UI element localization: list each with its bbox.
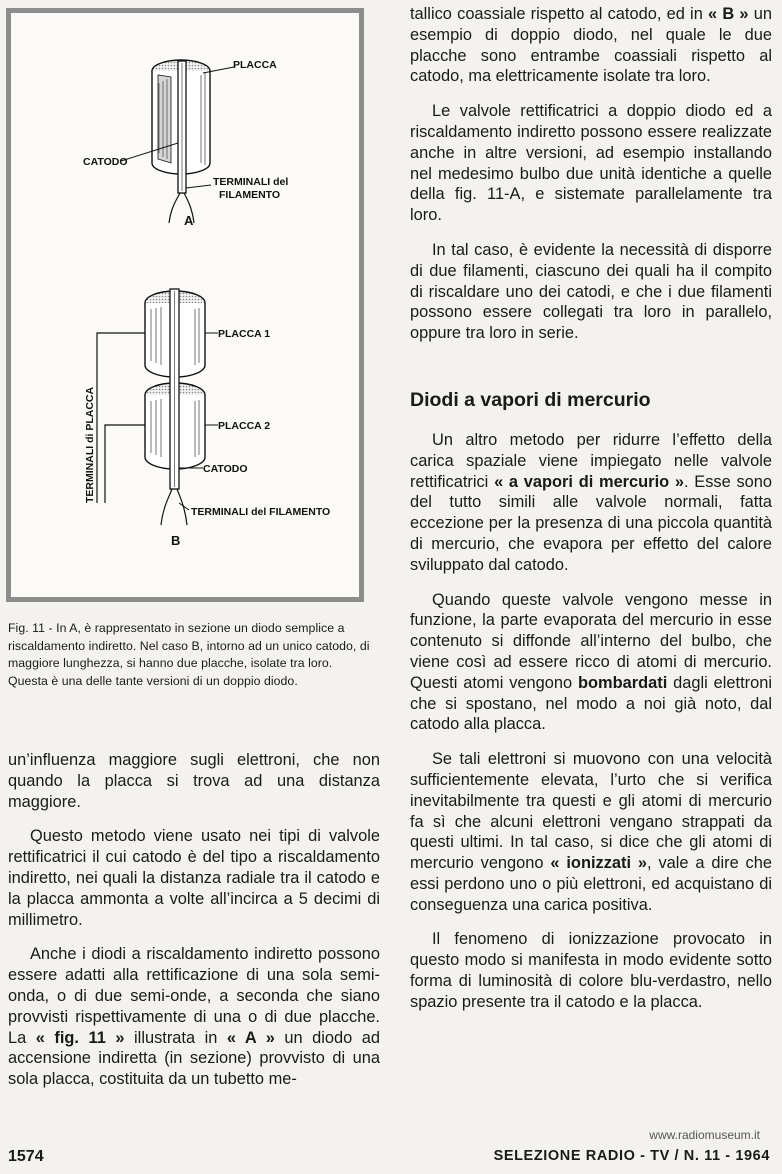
magazine-footer: SELEZIONE RADIO - TV / N. 11 - 1964 xyxy=(493,1148,770,1164)
right-paragraph-3: In tal caso, è evidente la necessità di disporre di due filamenti, ciascuno dei quali ha il compito di riscaldare uno dei catodi, e che i due filamenti possono essere collegati tra loro in parallelo, oppure tra loro in serie. xyxy=(410,240,772,343)
left-paragraph-1: un’influenza maggiore sugli elettroni, che non quando la placca si trova ad una distanza maggiore. xyxy=(8,751,380,811)
right-paragraph-2: Le valvole rettificatrici a doppio diodo ed a riscaldamento indiretto possono essere realizzate anche in altre versioni, ad esempio installando nel medesimo bulbo due unità identiche a quelle della fig. 11-A, e sistemate parallelamente tra loro. xyxy=(410,102,772,225)
a-terminali-label-1: TERMINALI del xyxy=(213,176,289,188)
a-catodo-label: CATODO xyxy=(83,156,128,168)
watermark: www.radiomuseum.it xyxy=(649,1128,760,1142)
b-terminali-filamento-label: TERMINALI del FILAMENTO xyxy=(191,506,331,518)
right-paragraph-1: tallico coassiale rispetto al catodo, ed in « B » un esempio di doppio diodo, nel quale le due placche sono entrambe coassiali rispetto al catodo, ma elettricamente isolate tra loro. xyxy=(410,5,772,86)
page-number: 1574 xyxy=(8,1148,44,1165)
a-terminali-label-2: FILAMENTO xyxy=(219,189,281,201)
diode-a xyxy=(83,59,288,228)
b-placca2-label: PLACCA 2 xyxy=(218,420,271,432)
section-heading: Diodi a vapori di mercurio xyxy=(410,388,651,411)
b-catodo-label: CATODO xyxy=(203,463,248,475)
a-placca-label: PLACCA xyxy=(233,59,277,71)
figure-caption: Fig. 11 - In A, è rappresentato in sezione un diodo semplice a riscaldamento indiretto. Nel caso B, intorno ad un unico catodo, di maggiore lunghezza, si hanno due placche, isolate tra loro. Questa è una delle tante versioni di un doppio diodo. xyxy=(8,621,370,688)
right-paragraph-6: Se tali elettroni si muovono con una velocità sufficientemente elevata, l’urto che si verifica inevitabilmente tra questi e gli atomi di mercurio fa sì che alcuni elettroni vengano strappati da questi ultimi. In tal caso, si dice che gli atomi di mercurio vengono « ionizzati », vale a dire che essi perdono uno o più elettroni, ed acquistano di conseguenza una carica positiva. xyxy=(410,750,772,914)
left-paragraph-3: Anche i diodi a riscaldamento indiretto possono essere adatti alla rettificazione di una sola semi-onda, o di due semi-onde, a seconda che siano provvisti rispettivamente di una o di due placche. La « fig. 11 » illustrata in « A » un diodo ad accensione indiretta (in sezione) provvisto di una sola placca, costituita da un tubetto me- xyxy=(8,945,380,1089)
right-paragraph-7: Il fenomeno di ionizzazione provocato in questo modo si manifesta in modo evidente sotto forma di luminosità di colore blu-verdastro, nello spazio presente tra il catodo e la placca. xyxy=(410,930,772,1011)
right-column xyxy=(410,4,772,1027)
diode-diagram xyxy=(11,13,359,597)
right-paragraph-4: Un altro metodo per ridurre l’effetto della carica spaziale viene impiegato nelle valvole rettificatrici « a vapori di mercurio ». Esse sono del tutto simili alle valvole normali, fatta eccezione per la presenza di una piccola quantità di mercurio, che evapora per effetto del calore sviluppato dal catodo. xyxy=(410,430,772,574)
b-terminali-placca-label: TERMINALI di PLACCA xyxy=(84,386,96,503)
left-column xyxy=(8,750,380,1104)
left-paragraph-2: Questo metodo viene usato nei tipi di valvole rettificatrici il cui catodo è del tipo a riscaldamento indiretto, nei quali la distanza radiale tra il catodo e la placca ammonta a volte all’incirca a 5 decimi di millimetro. xyxy=(8,827,380,929)
figure-11 xyxy=(6,8,364,602)
diode-b xyxy=(84,289,330,548)
b-placca1-label: PLACCA 1 xyxy=(218,328,271,340)
figure-a-letter: A xyxy=(184,213,194,228)
right-paragraph-5: Quando queste valvole vengono messe in funzione, la parte evaporata del mercurio in esse contenuto si diffonde all’interno del bulbo, che viene così ad essere ricco di atomi di mercurio. Questi atomi vengono bombardati dagli elettroni che si spostano, nel modo a noi già noto, dal catodo alla placca. xyxy=(410,590,772,734)
figure-b-letter: B xyxy=(171,533,181,548)
